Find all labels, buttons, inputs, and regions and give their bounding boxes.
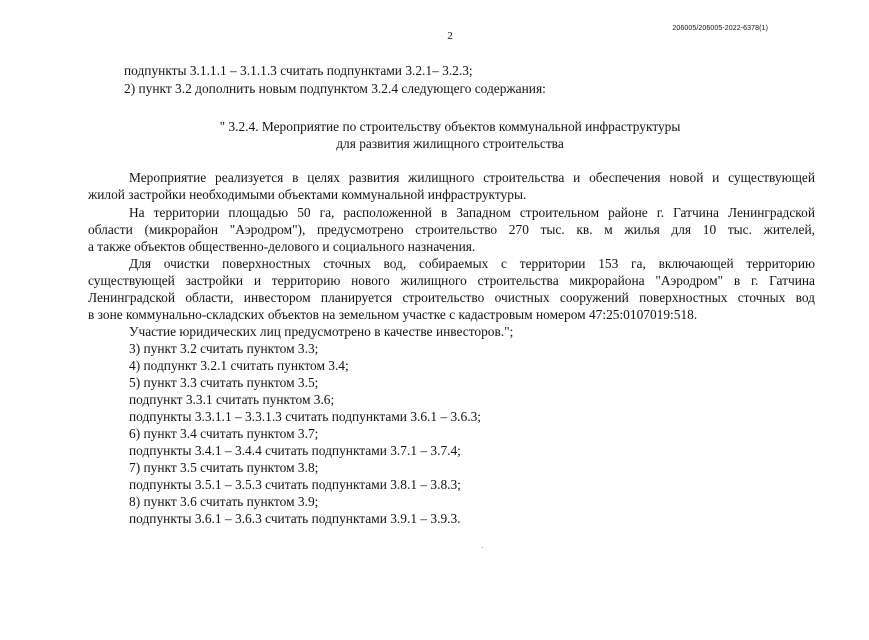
paragraph-1-line-2: жилой застройки необходимыми объектами коммунальной инфраструктуры. (88, 187, 527, 202)
document-id: 206005/206005-2022-6378(1) (672, 25, 768, 32)
list-item: 6) пункт 3.4 считать пунктом 3.7; (129, 426, 319, 441)
paragraph-1-line-1: Мероприятие реализуется в целях развития жилищного строительства и обеспечения новой и существующей (129, 170, 815, 185)
list-item: подпункты 3.3.1.1 – 3.3.1.3 считать подпунктами 3.6.1 – 3.6.3; (129, 409, 481, 424)
intro-line-1: подпункты 3.1.1.1 – 3.1.1.3 считать подпунктами 3.2.1– 3.2.3; (124, 63, 473, 78)
list-item: подпункты 3.4.1 – 3.4.4 считать подпунктами 3.7.1 – 3.7.4; (129, 443, 461, 458)
list-item: 4) подпункт 3.2.1 считать пунктом 3.4; (129, 358, 349, 373)
page-number: 2 (447, 30, 453, 42)
list-item: 5) пункт 3.3 считать пунктом 3.5; (129, 375, 319, 390)
list-item: подпункты 3.6.1 – 3.6.3 считать подпунктами 3.9.1 – 3.9.3. (129, 511, 461, 526)
list-item: 7) пункт 3.5 считать пунктом 3.8; (129, 460, 319, 475)
paragraph-2-line-1: На территории площадью 50 га, расположенной в Западном строительном районе г. Гатчина Ленинградской (129, 205, 815, 220)
list-item: подпункты 3.5.1 – 3.5.3 считать подпунктами 3.8.1 – 3.8.3; (129, 477, 461, 492)
paragraph-4-line-1: Участие юридических лиц предусмотрено в качестве инвесторов."; (129, 324, 514, 339)
list-item: подпункт 3.3.1 считать пунктом 3.6; (129, 392, 335, 407)
paragraph-2-line-2: области (микрорайон "Аэродром"), предусмотрено строительство 270 тыс. кв. м жилья для 10 тыс. жителей, (88, 222, 815, 237)
paragraph-3-line-3: Ленинградской области, инвестором планируется строительство очистных сооружений поверхностных сточных вод (88, 290, 815, 305)
paragraph-3-line-2: существующей застройки и территорию нового жилищного строительства микрорайона "Аэродром" в г. Гатчина (88, 273, 815, 288)
intro-line-2: 2) пункт 3.2 дополнить новым подпунктом 3.2.4 следующего содержания: (124, 81, 546, 96)
list-item: 8) пункт 3.6 считать пунктом 3.9; (129, 494, 319, 509)
section-title-line-2: для развития жилищного строительства (336, 136, 564, 151)
paragraph-3-line-4: в зоне коммунально-складских объектов на земельном участке с кадастровым номером 47:25:0107019:518. (88, 307, 698, 322)
paragraph-2-line-3: а также объектов общественно-делового и социального назначения. (88, 239, 476, 254)
paragraph-3-line-1: Для очистки поверхностных сточных вод, собираемых с территории 153 га, включающей территорию (129, 256, 815, 271)
scan-speck (482, 547, 483, 548)
list-item: 3) пункт 3.2 считать пунктом 3.3; (129, 341, 319, 356)
section-title-line-1: " 3.2.4. Мероприятие по строительству объектов коммунальной инфраструктуры (219, 119, 681, 134)
